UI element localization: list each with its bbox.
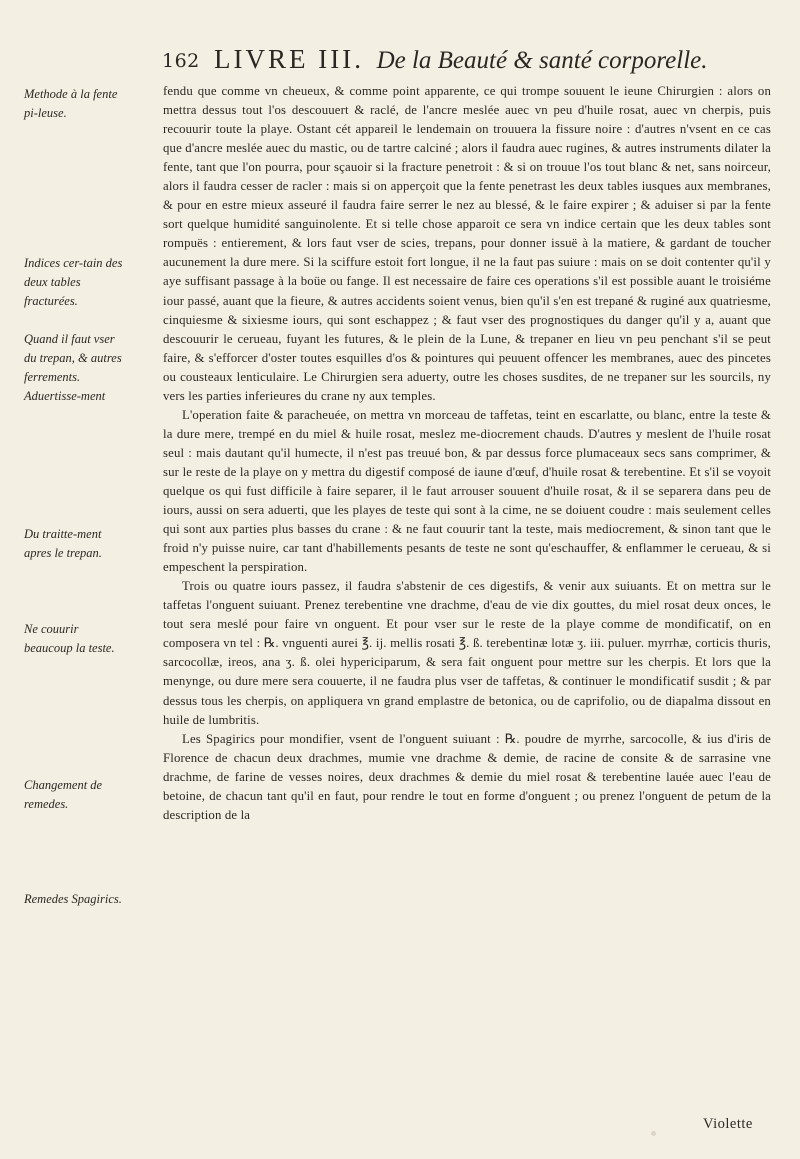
- paragraph-1: fendu que comme vn cheueux, & comme point apparente, ce qui trompe souuent le ieune Chirurgien : alors on mettra dessus tout l'os descouuert & raclé, de l'ancre meslée auec vn peu d'huile rosat, auec vn cherpis, puis recouurir toute la playe. Ostant cét appareil le lendemain on trouuera la fissure noire : d'autres n'vsent en ce cas que d'ancre meslée auec du mastic, ou de tartre calciné ; alors il faudra auec rugines, & autres instruments dilater la fente, tant que l'on pourra, pour sçauoir si la fracture penetroit : & si on trouue l'os tout blanc & net, sans noirceur, alors il faudra cesser de racler : mais si on apperçoit que la fente penetrast les deux tables iusques aux membranes, & pour en estre mieux asseuré il faudra faire serrer le nez au blessé, & le faire expirer ; & aduiser si par la fente sort quelque humidité sanguinolente. Et si telle chose apparoit ce sera vn indice certain que les deux tables sont rompuës : entierement, & lors faut vser de scies, trepans, pour donner issuë à la matiere, & gardant de toucher aucunement la dure mere. Si la sciffure estoit fort longue, il ne la faut pas suiure : mais on se doit contenter qu'il y aye suffisant passage à la boüe ou fange. Il est necessaire de faire ces operations s'il est possible auant le troisiéme iour passé, auant que la fieure, & autres accidents soient venus, bien qu'il s'en est trepané & ruginé aux quatriesme, cinquiesme & sixiesme iours, qui sont eschappez ; & faut vser des prognostiques du danger qu'il y a, auant que descouurir le cerueau, fuyant les futures, & le plein de la Lune, & trepaner en lieu vn peu penchant s'il se peut faire, & s'efforcer d'oster toutes esquilles d'os & pointures qui peuuent offencer les membranes, auec des pincetes ou cousteaux lenticulaire. Le Chirurgien sera aduerty, outre les choses susdites, de ne trepaner sur les sourcils, ny vers les parties inferieures du crane ny aux temples.: [163, 84, 771, 403]
- page-number: 162: [162, 50, 200, 72]
- margin-note-changement: Changement de remedes.: [24, 778, 103, 811]
- margin-note-trepan: Quand il faut vser du trepan, & autres ferrements. Aduertisse-ment: [24, 332, 122, 403]
- paragraph-4: Les Spagirics pour mondifier, vsent de l'onguent suiuant : ℞. poudre de myrrhe, sarcocolle, & ius d'iris de Florence de chacun deux drachmes, mumie vne drachme & demie, de racine de consite & de sarrasine vne drachme, de farine de vesses noires, deux drachmes & demie du miel rosat & terebentine lauée auec l'eau de betoine, de chacun tant qu'il en faut, pour rendre le tout en forme d'onguent ; ou prenez l'onguent de petum de la description de la: [163, 731, 771, 822]
- paragraph-3: Trois ou quatre iours passez, il faudra s'abstenir de ces digestifs, & venir aux suiuants. Et on mettra sur le taffetas l'onguent suiuant. Prenez terebentine vne drachme, d'eau de vie dix gouttes, du miel rosat deux onces, le tout sera meslé pour faire vn onguent. Et pour vser sur le reste de la playe comme de mondificatif, on en composera vn tel : ℞. vnguenti aurei ℥. ij. mellis rosati ℥. ß. terebentinæ lotæ ʒ. iii. puluer. myrrhæ, corticis thuris, sarcocollæ, ireos, ana ʒ. ß. olei hypericiparum, & sera fait onguent pour mettre sur les cherpis. Et lors que la menynge, ou dure mere sera couuerte, il ne faudra plus vser de taffetas, & continuer le mondificatif susdit ; & par dessus tous les cherpis, on appliquera vn grand emplastre de betonica, ou de caprifolio, ou de diapalma dissout en huile de lumbritis.: [163, 579, 771, 727]
- margin-note-teste: Ne couurir beaucoup la teste.: [24, 622, 115, 655]
- running-title-subtitle: De la Beauté & santé corporelle.: [376, 47, 708, 74]
- margin-note-spagirics: Remedes Spagirics.: [24, 892, 122, 906]
- paragraph-2: L'operation faite & paracheuée, on mettra vn morceau de taffetas, teint en escarlatte, ou blanc, entre la teste & la dure mere, trempé en du miel & huile rosat, meslez me-diocrement chauds. D'autres y meslent de l'huile rosat seul : mais dautant qu'il humecte, il n'est pas treuué bon, & par dessus force plumaceaux secs sans comprimer, & sur le reste de la playe on y mettra du digestif composé de iaune d'œuf, d'huile rosat & terebentine. Et s'il se voyoit quelque os qui fust difficile à faire separer, il le faut arrouser souuent d'huile rosat, & il se separera dans peu de iours, aussi on sera aduerti, que les playes de teste qui sont à la cime, ne se doiuent coudre : mais seulement celles qui sont aux parties plus basses du crane : & ne faut couurir tant la teste, mais mediocrement, & sinon tant que le froid n'y puisse nuire, car tant d'habillements pesants de teste ne sont qu'eschauffer, & enflammer le cerueau, & si empeschent la perspiration.: [163, 407, 771, 575]
- margin-note-indices: Indices cer-tain des deux tables fracturées.: [24, 256, 123, 308]
- running-title: [214, 44, 708, 75]
- main-text: [163, 82, 771, 825]
- ink-spot: [651, 1131, 656, 1136]
- running-header: [0, 44, 800, 80]
- running-title-livre: LIVRE III.: [214, 44, 364, 74]
- margin-note-traittement: Du traitte-ment apres le trepan.: [24, 527, 102, 560]
- catchword: Violette: [703, 1116, 753, 1132]
- margin-note-methode: Methode à la fente pi-leuse.: [24, 87, 118, 120]
